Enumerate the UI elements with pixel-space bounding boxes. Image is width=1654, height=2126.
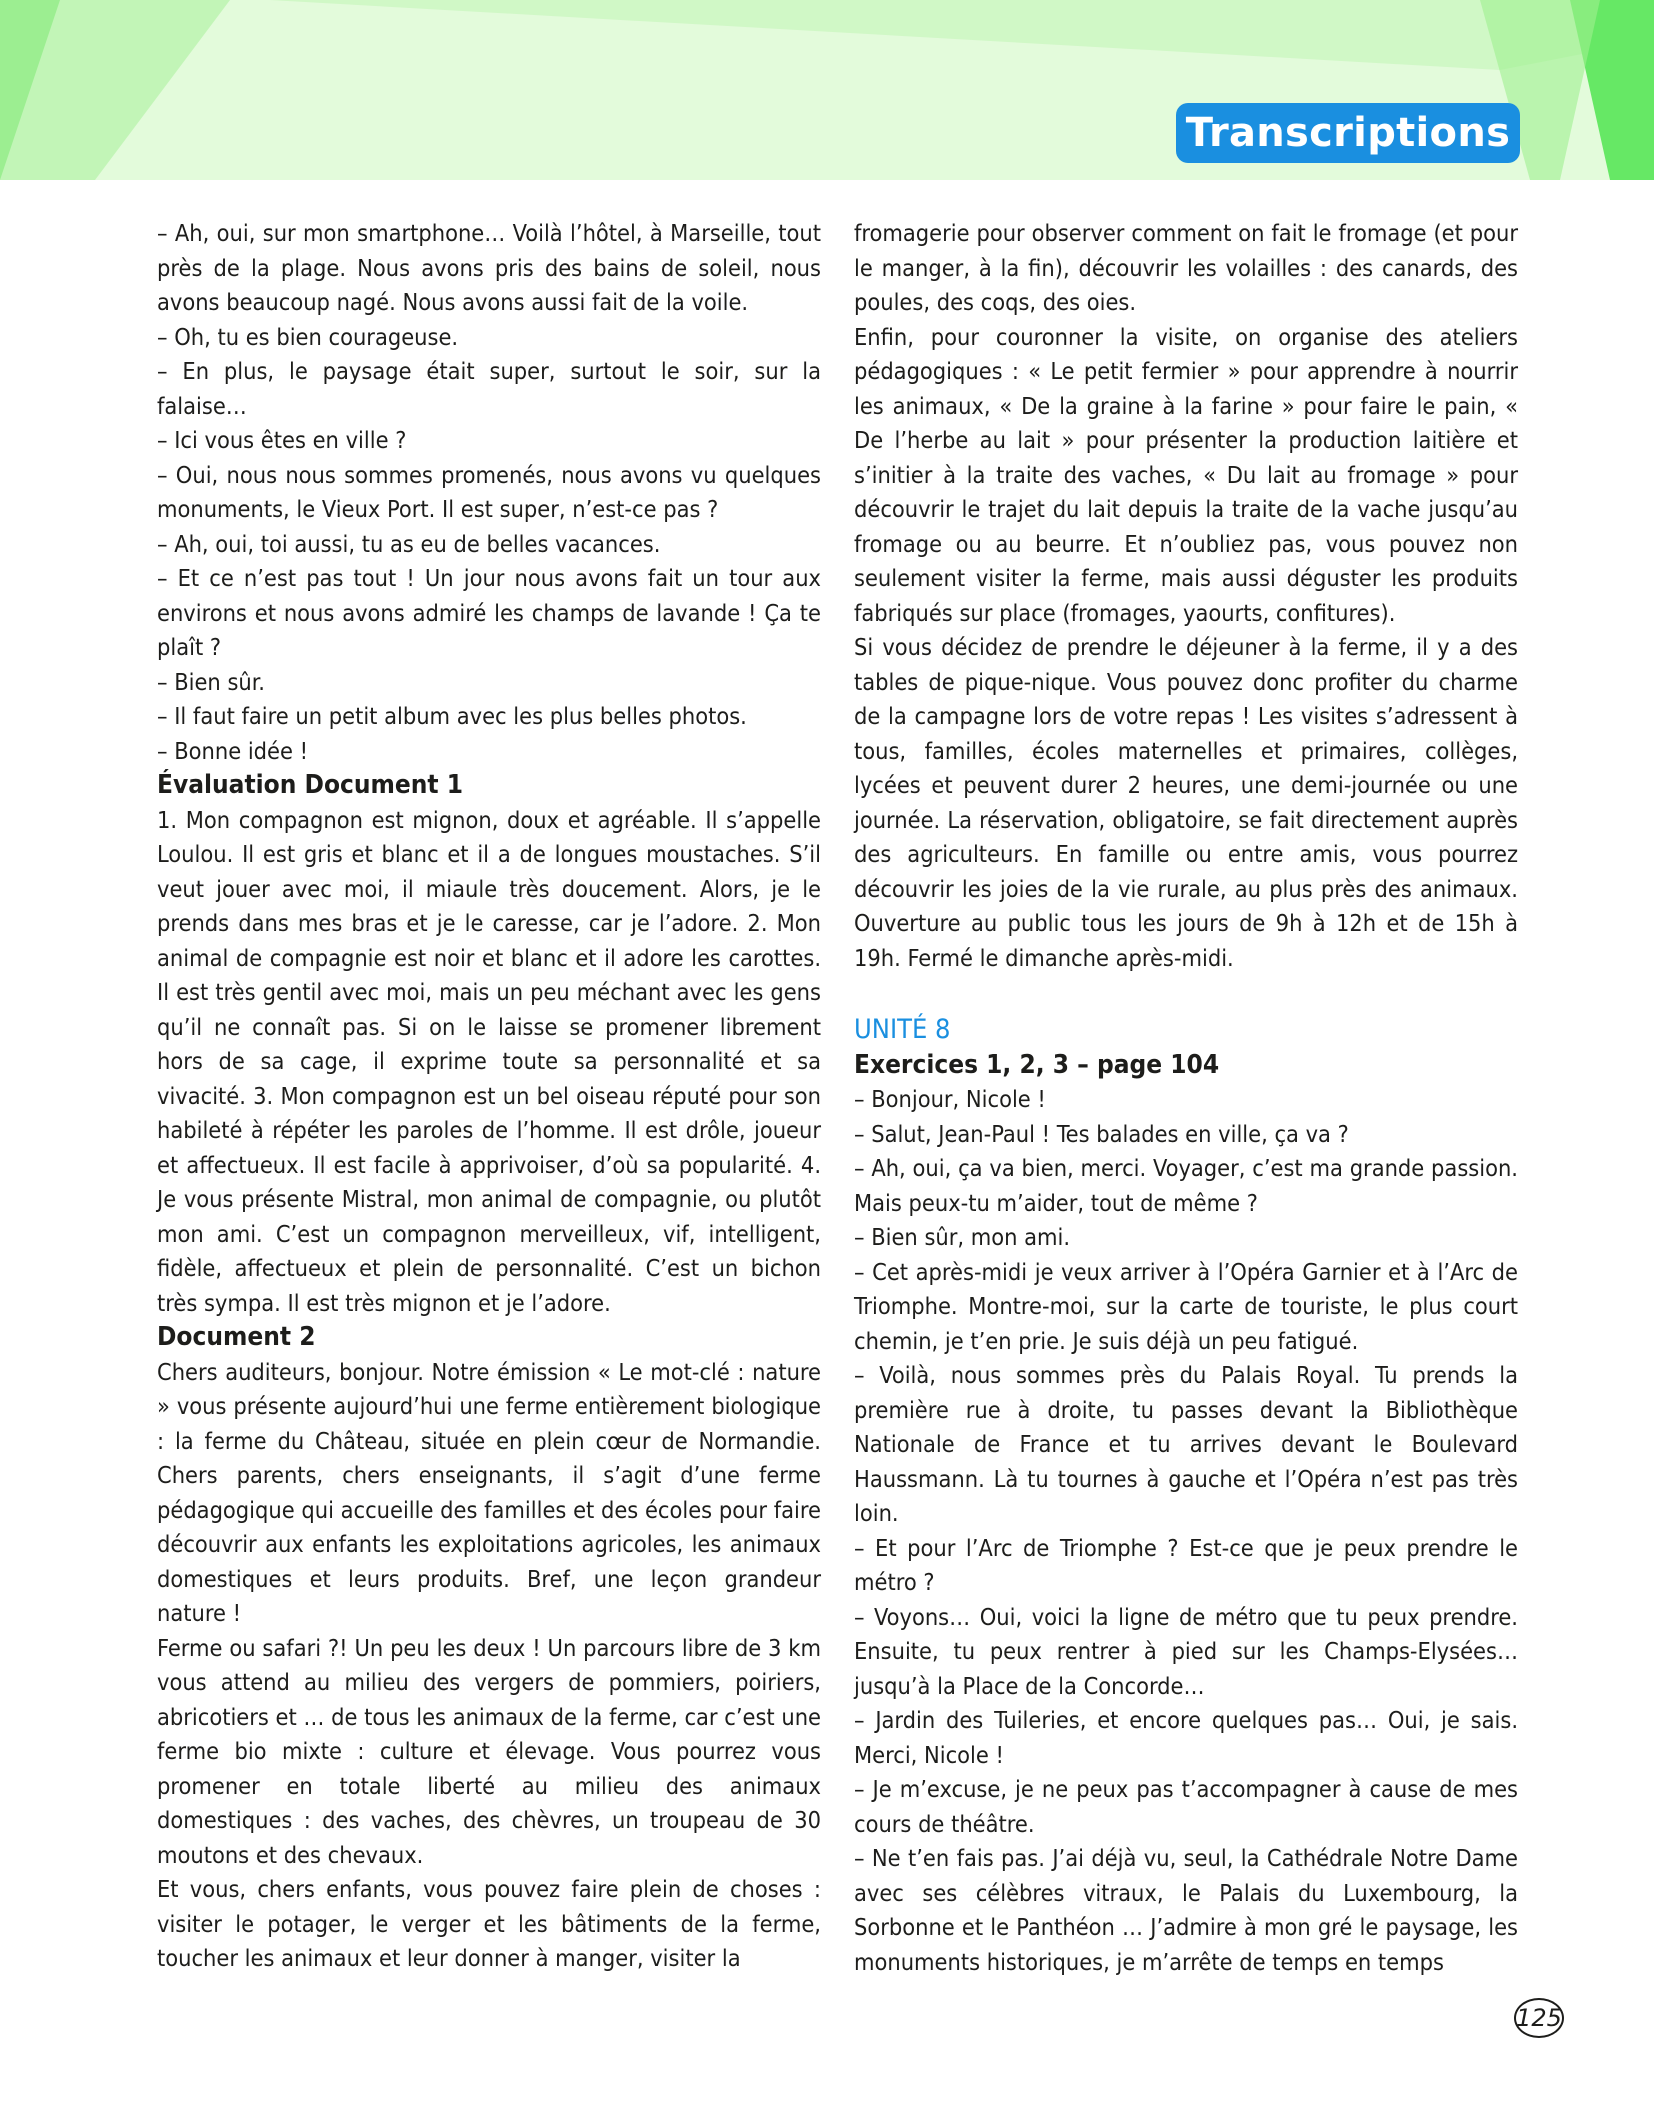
- right-column: [854, 216, 1518, 1979]
- paragraph: Ferme ou safari ?! Un peu les deux ! Un parcours libre de 3 km vous attend au milieu des vergers de pommiers, poiriers, abricotiers et … de tous les animaux de la ferme, car c’est une ferme bio mixte : culture et élevage. Vous pourrez vous promener en totale liberté au milieu des animaux domestiques : des vaches, des chèvres, un troupeau de 30 moutons et des chevaux.: [157, 1633, 821, 1869]
- paragraph: – Ah, oui, ça va bien, merci. Voyager, c’est ma grande passion. Mais peux-tu m’aider, tout de même ?: [854, 1154, 1518, 1217]
- paragraph: – Ah, oui, sur mon smartphone… Voilà l’hôtel, à Marseille, tout près de la plage. Nous avons pris des bains de soleil, nous avons beaucoup nagé. Nous avons aussi fait de la voile.: [157, 219, 821, 316]
- paragraph: – Salut, Jean-Paul ! Tes balades en ville, ça va ?: [854, 1119, 1349, 1148]
- paragraph: – Bien sûr, mon ami.: [854, 1223, 1071, 1251]
- section-title: Transcriptions: [1185, 110, 1511, 156]
- page-number: 125: [1514, 1998, 1564, 2038]
- document-2-heading: Document 2: [157, 1322, 316, 1352]
- header-band: [0, 0, 1654, 180]
- paragraph: 1. Mon compagnon est mignon, doux et agréable. Il s’appelle Loulou. Il est gris et blanc et il a de longues moustaches. S’il veut jouer avec moi, il miaule très doucement. Alors, je le prends dans mes bras et je le caresse, car je l’adore. 2. Mon animal de compagnie est noir et blanc et il adore les carottes. Il est très gentil avec moi, mais un peu méchant avec les gens qu’il ne connaît pas. Si on le laisse se promener librement hors de sa cage, il exprime toute sa personnalité et sa vivacité. 3. Mon compagnon est un bel oiseau réputé pour son habileté à répéter les paroles de l’homme. Il est drôle, joueur et affectueux. Il est facile à apprivoiser, d’où sa popularité. 4. Je vous présente Mistral, mon animal de compagnie, ou plutôt mon ami. C’est un compagnon merveilleux, vif, intelligent, fidèle, affectueux et plein de personnalité. C’est un bichon très sympa. Il est très mignon et je l’adore.: [157, 805, 821, 1317]
- paragraph: – Oui, nous nous sommes promenés, nous avons vu quelques monuments, le Vieux Port. Il est super, n’est-ce pas ?: [157, 460, 821, 523]
- section-title-badge: [1176, 103, 1520, 163]
- paragraph: – Ne t’en fais pas. J’ai déjà vu, seul, la Cathédrale Notre Dame avec ses célèbres vitraux, le Palais du Luxembourg, la Sorbonne et le Panthéon … J’admire à mon gré le paysage, les monuments historiques, je m’arrête de temps en temps: [854, 1844, 1518, 1976]
- paragraph: – Voilà, nous sommes près du Palais Royal. Tu prends la première rue à droite, tu passes devant la Bibliothèque Nationale de France et tu arrives devant le Boulevard Haussmann. Là tu tournes à gauche et l’Opéra n’est pas très loin.: [854, 1361, 1518, 1527]
- paragraph: – En plus, le paysage était super, surtout le soir, sur la falaise…: [157, 357, 821, 420]
- paragraph: – Ici vous êtes en ville ?: [157, 426, 407, 454]
- paragraph: – Oh, tu es bien courageuse.: [157, 322, 459, 351]
- paragraph: Et vous, chers enfants, vous pouvez faire plein de choses : visiter le potager, le verger et les bâtiments de la ferme, toucher les animaux et leur donner à manger, visiter la: [157, 1875, 821, 1972]
- left-column: [157, 216, 821, 1976]
- paragraph: – Cet après-midi je veux arriver à l’Opéra Garnier et à l’Arc de Triomphe. Montre-moi, sur la carte de touriste, le plus court chemin, je t’en prie. Je suis déjà un peu fatigué.: [854, 1257, 1518, 1355]
- paragraph: Si vous décidez de prendre le déjeuner à la ferme, il y a des tables de pique-nique. Vous pouvez donc profiter du charme de la campagne lors de votre repas ! Les visites s’adressent à tous, familles, écoles maternelles et primaires, collèges, lycées et peuvent durer 2 heures, une demi-journée ou une journée. La réservation, obligatoire, se fait directement auprès des agriculteurs. En famille ou entre amis, vous pourrez découvrir les joies de la vie rurale, au plus près des animaux. Ouverture au public tous les jours de 9h à 12h et de 15h à 19h. Fermé le dimanche après-midi.: [854, 633, 1518, 972]
- paragraph: fromagerie pour observer comment on fait le fromage (et pour le manger, à la fin), découvrir les volailles : des canards, des poules, des coqs, des oies.: [854, 219, 1518, 316]
- evaluation-heading: Évaluation Document 1: [157, 770, 464, 800]
- paragraph: – Bonjour, Nicole !: [854, 1085, 1046, 1113]
- paragraph: – Ah, oui, toi aussi, tu as eu de belles vacances.: [157, 529, 661, 558]
- unit-heading: UNITÉ 8: [854, 1014, 951, 1045]
- paragraph: – Voyons… Oui, voici la ligne de métro que tu peux prendre. Ensuite, tu peux rentrer à pied sur les Champs-Elysées… jusqu’à la Place de la Concorde…: [854, 1602, 1518, 1700]
- paragraph: – Je m’excuse, je ne peux pas t’accompagner à cause de mes cours de théâtre.: [854, 1775, 1518, 1838]
- paragraph: – Il faut faire un petit album avec les plus belles photos.: [157, 702, 747, 730]
- paragraph: – Jardin des Tuileries, et encore quelques pas… Oui, je sais. Merci, Nicole !: [854, 1706, 1518, 1769]
- paragraph: – Bonne idée !: [157, 736, 309, 765]
- paragraph: – Et ce n’est pas tout ! Un jour nous avons fait un tour aux environs et nous avons admiré les champs de lavande ! Ça te plaît ?: [157, 564, 821, 661]
- paragraph: – Bien sûr.: [157, 667, 265, 696]
- exercise-heading: Exercices 1, 2, 3 – page 104: [854, 1049, 1220, 1080]
- paragraph: – Et pour l’Arc de Triomphe ? Est-ce que je peux prendre le métro ?: [854, 1533, 1518, 1596]
- paragraph: Chers auditeurs, bonjour. Notre émission « Le mot-clé : nature » vous présente aujourd’hui une ferme entièrement biologique : la ferme du Château, située en plein cœur de Normandie. Chers parents, chers enseignants, il s’agit d’une ferme pédagogique qui accueille des familles et des écoles pour faire découvrir aux enfants les exploitations agricoles, les animaux domestiques et leurs produits. Bref, une leçon grandeur nature !: [157, 1357, 821, 1627]
- paragraph: Enfin, pour couronner la visite, on organise des ateliers pédagogiques : « Le petit fermier » pour apprendre à nourrir les animaux, « De la graine à la farine » pour faire le pain, « De l’herbe au lait » pour présenter la production laitière et s’initier à la traite des vaches, « Du lait au fromage » pour découvrir le trajet du lait depuis la traite de la vache jusqu’au fromage ou au beurre. Et n’oubliez pas, vous pouvez non seulement visiter la ferme, mais aussi déguster les produits fabriqués sur place (fromages, yaourts, confitures).: [854, 322, 1518, 627]
